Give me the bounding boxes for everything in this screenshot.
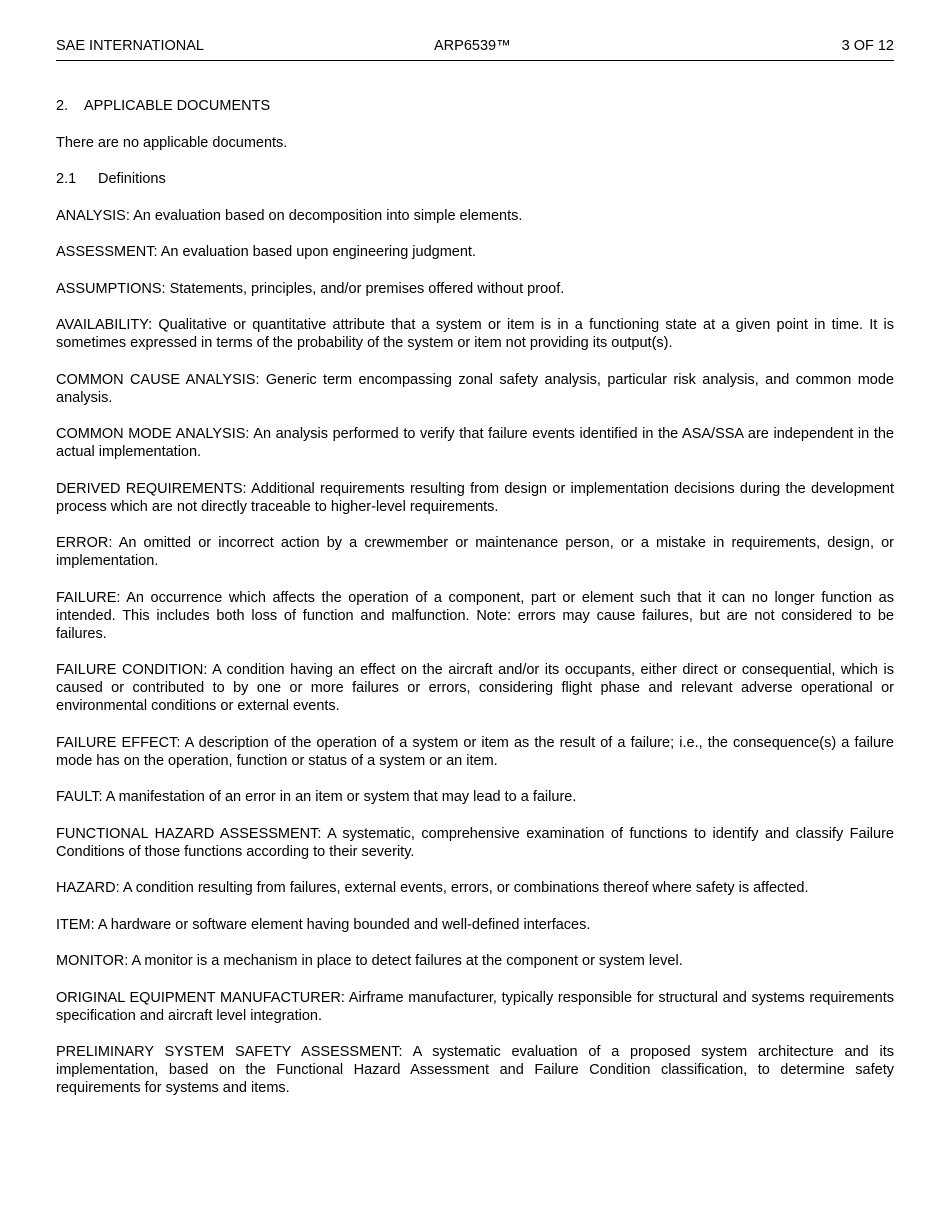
definition-paragraph: COMMON MODE ANALYSIS: An analysis performed to verify that failure events identified in the ASA/SSA are independent in the actual implementation. bbox=[56, 426, 894, 460]
definition-paragraph: COMMON CAUSE ANALYSIS: Generic term encompassing zonal safety analysis, particular risk analysis, and common mode analysis. bbox=[56, 371, 894, 406]
definition-paragraph: AVAILABILITY: Qualitative or quantitative attribute that a system or item is in a functioning state at a given point in time. It is sometimes expressed in terms of the probability of the system or item not providing its output(s). bbox=[56, 317, 894, 351]
definition-paragraph: PRELIMINARY SYSTEM SAFETY ASSESSMENT: A systematic evaluation of a proposed system architecture and its implementation, based on the Functional Hazard Assessment and Failure Condition classification, to determine safety requirements for systems and items. bbox=[56, 1044, 894, 1096]
page-number: 3 OF 12 bbox=[841, 38, 894, 54]
definition-paragraph: MONITOR: A monitor is a mechanism in place to detect failures at the component or system level. bbox=[56, 953, 683, 969]
definition-paragraph: ORIGINAL EQUIPMENT MANUFACTURER: Airframe manufacturer, typically responsible for structural and systems requirements specification and aircraft level integration. bbox=[56, 989, 894, 1024]
definition-paragraph: ERROR: An omitted or incorrect action by a crewmember or maintenance person, or a mistake in requirements, design, or implementation. bbox=[56, 535, 894, 569]
definition-paragraph: ANALYSIS: An evaluation based on decomposition into simple elements. bbox=[56, 207, 523, 224]
page-content bbox=[56, 97, 894, 1116]
publisher-name: SAE INTERNATIONAL bbox=[56, 38, 204, 54]
subsection-title: Definitions bbox=[98, 171, 166, 187]
subsection-heading bbox=[56, 170, 894, 188]
subsection-number: 2.1 bbox=[56, 171, 77, 187]
section-body: There are no applicable documents. bbox=[56, 134, 288, 151]
definition-paragraph: FAILURE EFFECT: A description of the operation of a system or item as the result of a failure; i.e., the consequence(s) a failure mode has on the operation, function or status of a system or an item. bbox=[56, 734, 894, 769]
section-title: APPLICABLE DOCUMENTS bbox=[84, 98, 271, 114]
definition-paragraph: DERIVED REQUIREMENTS: Additional requirements resulting from design or implementation decisions during the development process which are not directly traceable to higher-level requirements. bbox=[56, 480, 894, 515]
definition-paragraph: FAULT: A manifestation of an error in an item or system that may lead to a failure. bbox=[56, 789, 577, 805]
section-heading bbox=[56, 97, 894, 115]
definition-paragraph: HAZARD: A condition resulting from failures, external events, errors, or combinations thereof where safety is affected. bbox=[56, 880, 809, 896]
page-header bbox=[56, 38, 894, 61]
definition-paragraph: FUNCTIONAL HAZARD ASSESSMENT: A systematic, comprehensive examination of functions to identify and classify Failure Conditions of those functions according to their severity. bbox=[56, 825, 894, 860]
document-number: ARP6539™ bbox=[434, 38, 511, 54]
section-number: 2. bbox=[56, 98, 69, 114]
definition-paragraph: ITEM: A hardware or software element having bounded and well-defined interfaces. bbox=[56, 916, 591, 933]
definition-paragraph: FAILURE: An occurrence which affects the operation of a component, part or element such that it can no longer function as intended. This includes both loss of function and malfunction. Note: errors may cause failures, but are not considered to be failures. bbox=[56, 589, 894, 642]
definition-paragraph: ASSUMPTIONS: Statements, principles, and/or premises offered without proof. bbox=[56, 280, 565, 297]
definitions-list bbox=[56, 207, 894, 1098]
definition-paragraph: FAILURE CONDITION: A condition having an effect on the aircraft and/or its occupants, either direct or consequential, which is caused or contributed to by one or more failures or errors, considering flight phase and relevant adverse operational or environmental conditions or external events. bbox=[56, 662, 894, 714]
definition-paragraph: ASSESSMENT: An evaluation based upon engineering judgment. bbox=[56, 244, 476, 260]
